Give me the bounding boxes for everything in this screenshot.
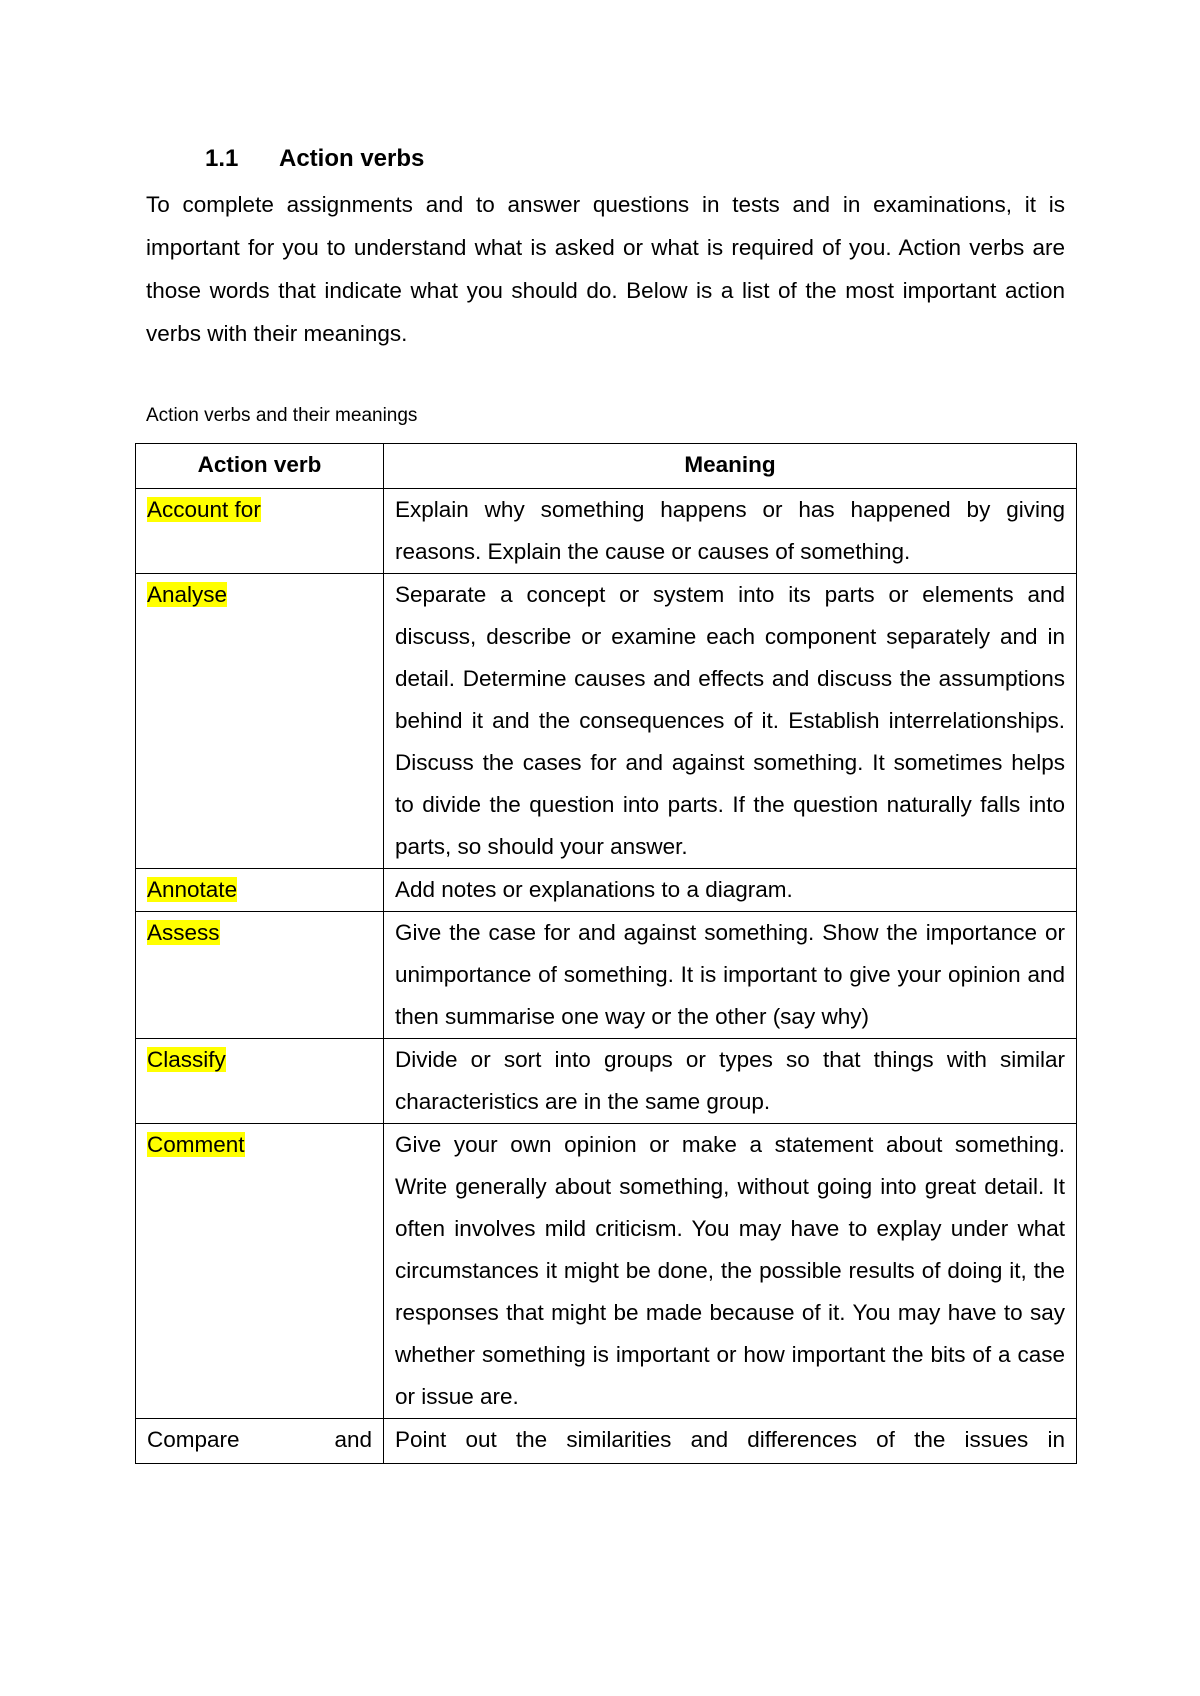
meaning-cell: Divide or sort into groups or types so that things with similar characteristics are in the same group. <box>384 1039 1077 1124</box>
table-caption: Action verbs and their meanings <box>146 405 418 426</box>
action-verbs-table <box>135 443 1077 1464</box>
verb-cell <box>136 1419 384 1464</box>
verb-part: Compare <box>147 1427 240 1452</box>
verb-classify: Classify <box>147 1047 226 1072</box>
table-row <box>136 489 1077 574</box>
table-row <box>136 912 1077 1039</box>
verb-part: and <box>334 1427 372 1452</box>
verb-cell <box>136 1124 384 1419</box>
verb-assess: Assess <box>147 920 220 945</box>
header-action-verb: Action verb <box>136 444 384 489</box>
verb-analyse: Analyse <box>147 582 228 607</box>
intro-paragraph: To complete assignments and to answer questions in tests and in examinations, it is important for you to understand what is asked or what is required of you. Action verbs are those words that indicate what you should do. Below is a list of the most important action verbs with their meanings. <box>146 192 1065 346</box>
meaning-cell: Explain why something happens or has happened by giving reasons. Explain the cause or causes of something. <box>384 489 1077 574</box>
meaning-cell: Add notes or explanations to a diagram. <box>384 869 1077 912</box>
section-number: 1.1 <box>205 145 239 172</box>
verb-cell <box>136 912 384 1039</box>
meaning-cell: Give the case for and against something. Show the importance or unimportance of something. It is important to give your opinion and then summarise one way or the other (say why) <box>384 912 1077 1039</box>
meaning-cell: Give your own opinion or make a statement about something. Write generally about something, without going into great detail. It often involves mild criticism. You may have to explay under what circumstances it might be done, the possible results of doing it, the responses that might be made because of it. You may have to say whether something is important or how important the bits of a case or issue are. <box>384 1124 1077 1419</box>
meaning-cell: Point out the similarities and differences of the issues in <box>384 1419 1077 1464</box>
header-meaning: Meaning <box>384 444 1077 489</box>
verb-comment: Comment <box>147 1132 245 1157</box>
table-header-row <box>136 444 1077 489</box>
table-row <box>136 574 1077 869</box>
section-title: Action verbs <box>279 145 425 172</box>
table-row <box>136 1039 1077 1124</box>
meaning-cell: Separate a concept or system into its parts or elements and discuss, describe or examine each component separately and in detail. Determine causes and effects and discuss the assumptions behind it and the consequences of it. Establish interrelationships. Discuss the cases for and against something. It sometimes helps to divide the question into parts. If the question naturally falls into parts, so should your answer. <box>384 574 1077 869</box>
verb-cell <box>136 574 384 869</box>
verb-annotate: Annotate <box>147 877 238 902</box>
verb-cell <box>136 1039 384 1124</box>
verb-cell <box>136 869 384 912</box>
verb-cell <box>136 489 384 574</box>
table-row <box>136 1124 1077 1419</box>
table-row <box>136 1419 1077 1464</box>
verb-compare-and <box>147 1419 372 1461</box>
verb-account-for: Account for <box>147 497 261 522</box>
section-heading <box>205 142 424 176</box>
table-row <box>136 869 1077 912</box>
